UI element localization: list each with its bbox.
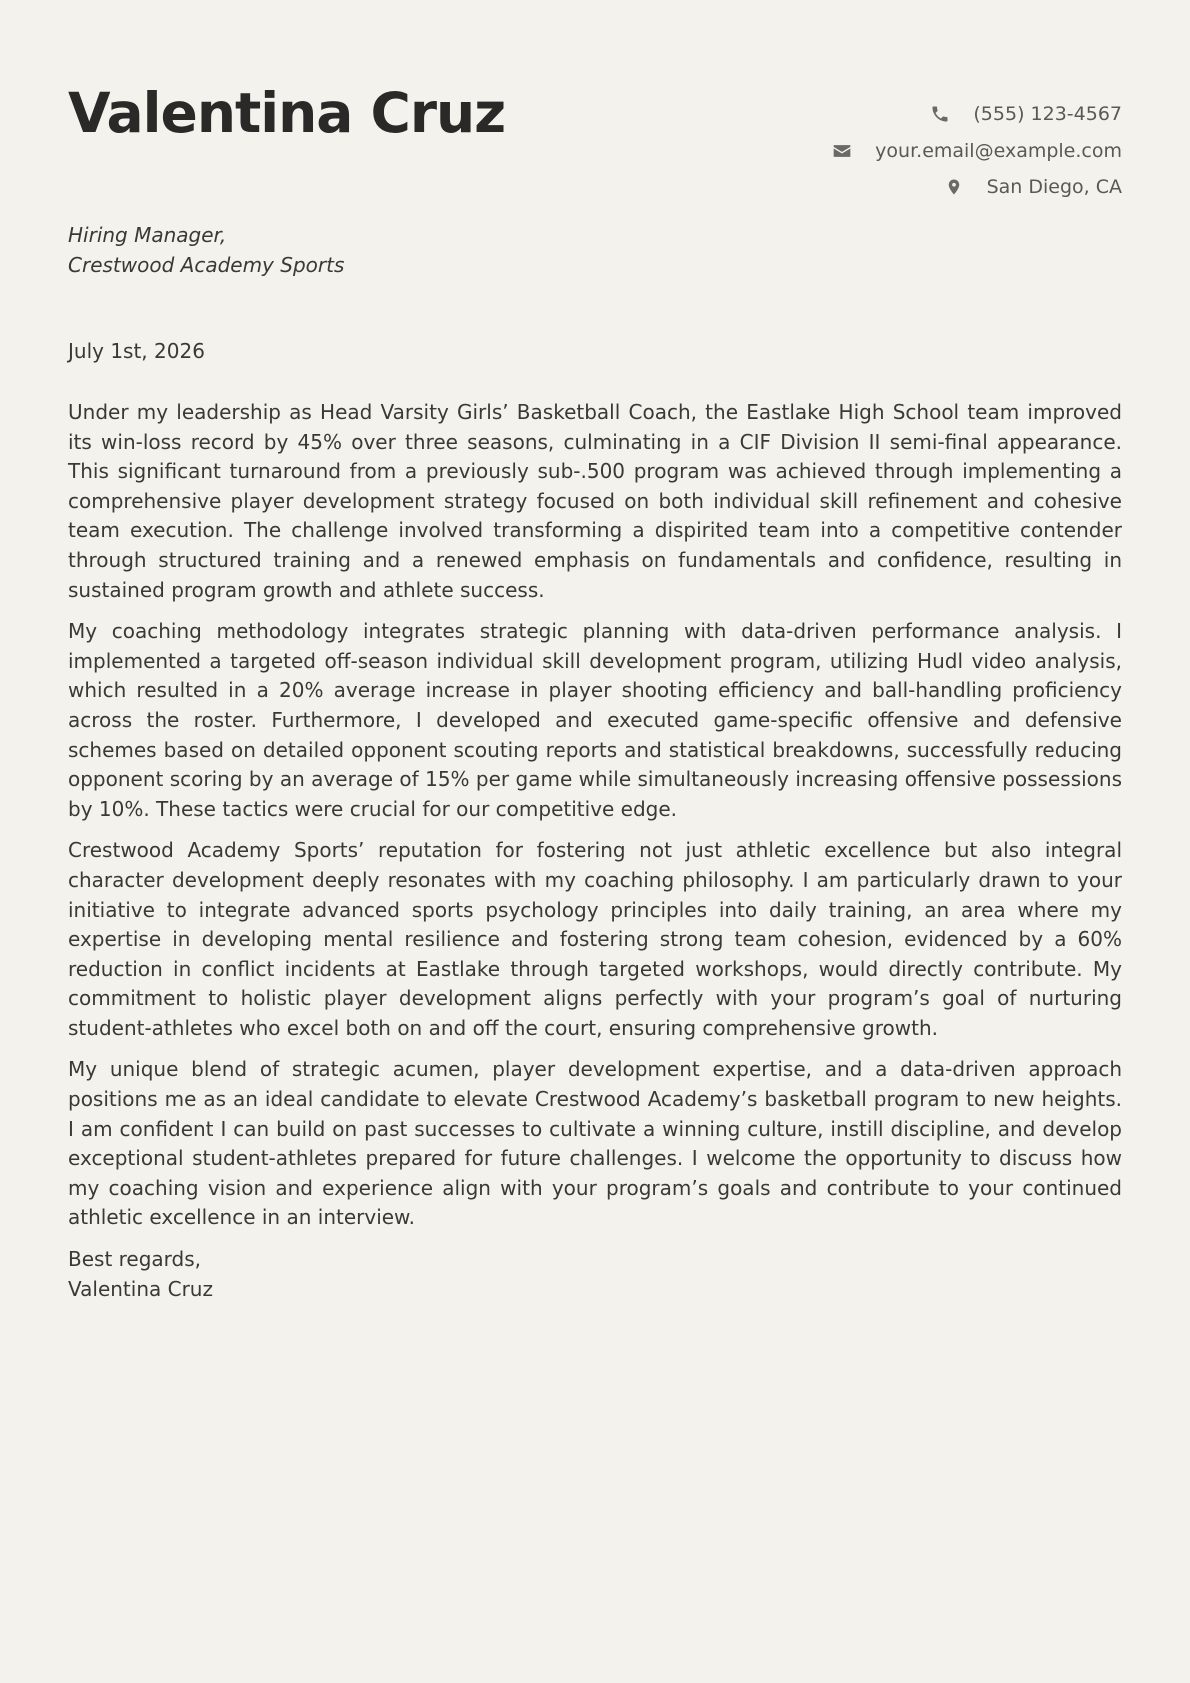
email-text: your.email@example.com bbox=[875, 139, 1122, 162]
letter-body bbox=[68, 398, 1122, 1233]
body-paragraph: My coaching methodology integrates strategic planning with data-driven performance analysis. I implemented a targeted off-season individual skill development program, utilizing Hudl video analysis, which resulted in a 20% average increase in player shooting efficiency and ball-handling proficiency across the roster. Furthermore, I developed and executed game-specific offensive and defensive schemes based on detailed opponent scouting reports and statistical breakdowns, successfully reducing opponent scoring by an average of 15% per game while simultaneously increasing offensive possessions by 10%. These tactics were crucial for our competitive edge. bbox=[68, 619, 1122, 821]
contact-location bbox=[831, 169, 1122, 206]
body-paragraph: My unique blend of strategic acumen, player development expertise, and a data-driven approach positions me as an ideal candidate to elevate Crestwood Academy’s basketball program to new heights. I am confident I can build on past successes to cultivate a winning culture, instill discipline, and develop exceptional student-athletes prepared for future challenges. I welcome the opportunity to discuss how my coaching vision and experience align with your program’s goals and contribute to your continued athletic excellence in an interview. bbox=[68, 1057, 1122, 1230]
closing-salutation: Best regards, bbox=[68, 1247, 202, 1272]
location-text: San Diego, CA bbox=[986, 176, 1122, 199]
phone-icon bbox=[929, 103, 951, 125]
letter-header bbox=[68, 0, 1122, 199]
closing-signature: Valentina Cruz bbox=[68, 1276, 213, 1301]
letter-closing bbox=[68, 1245, 1122, 1304]
map-pin-icon bbox=[943, 176, 965, 198]
contact-email bbox=[831, 133, 1122, 170]
recipient-company: Crestwood Academy Sports bbox=[68, 253, 345, 277]
sender-name: Valentina Cruz bbox=[68, 81, 506, 145]
body-paragraph: Under my leadership as Head Varsity Girls’ Basketball Coach, the Eastlake High School team improved its win-loss record by 45% over three seasons, culminating in a CIF Division II semi-final appearance. This significant turnaround from a previously sub-.500 program was achieved through implementing a comprehensive player development strategy focused on both individual skill refinement and cohesive team execution. The challenge involved transforming a dispirited team into a competitive contender through structured training and a renewed emphasis on fundamentals and confidence, resulting in sustained program growth and athlete success. bbox=[68, 400, 1122, 602]
envelope-icon bbox=[831, 140, 853, 162]
body-paragraph: Crestwood Academy Sports’ reputation for fostering not just athletic excellence but also integral character development deeply resonates with my coaching philosophy. I am particularly drawn to your initiative to integrate advanced sports psychology principles into daily training, an area where my expertise in developing mental resilience and fostering strong team cohesion, evidenced by a 60% reduction in conflict incidents at Eastlake through targeted workshops, would directly contribute. My commitment to holistic player development aligns perfectly with your program’s goal of nurturing student-athletes who excel both on and off the court, ensuring comprehensive growth. bbox=[68, 838, 1122, 1040]
contact-block bbox=[831, 96, 1122, 206]
recipient-block bbox=[68, 220, 1122, 280]
recipient-title: Hiring Manager, bbox=[68, 223, 227, 247]
contact-phone bbox=[831, 96, 1122, 133]
phone-text: (555) 123-4567 bbox=[973, 103, 1122, 126]
letter-date: July 1st, 2026 bbox=[68, 339, 205, 363]
